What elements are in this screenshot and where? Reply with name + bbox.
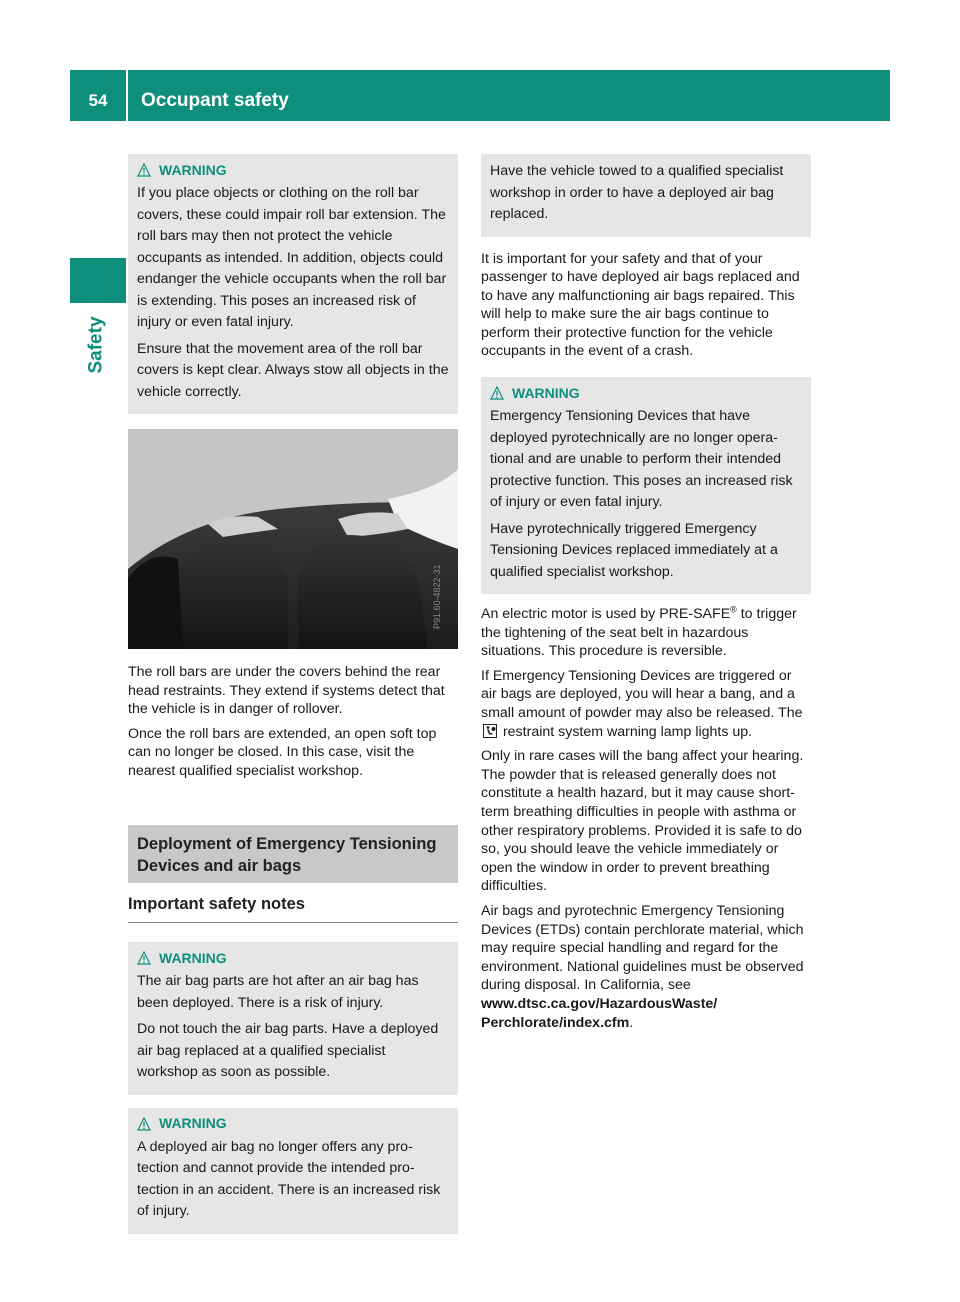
page-number: 54 [88, 91, 108, 110]
section-heading: Deployment of Emergency Tensioning Devices and air bags [128, 825, 458, 883]
warning-text: If you place objects or clothing on the roll bar covers, these could impair roll bar extension. The roll bars may then not protect the vehicle occupants as intended. In addition, objects could endanger the vehicle occupants when the roll bar is extending. This poses an increased risk of injury or even fatal injury. [137, 185, 447, 330]
paragraph: Only in rare cases will the bang affect your hearing. The powder that is released generally does not constitute a health hazard, but it may cause short-term breathing difficulties in people with asthma or other respiratory problems. Provided it is safe to do so, you should leave the vehicle immediately or open the window in order to prevent breathing difficulties. [481, 748, 804, 895]
paragraph: Once the roll bars are extended, an open soft top can no longer be closed. In this case, visit the nearest qualified specialist workshop. [128, 725, 437, 779]
text-run: An electric motor is used by PRE-SAFE [481, 606, 731, 623]
warning-heading [137, 947, 449, 969]
right-column [481, 154, 811, 1038]
warning-triangle-icon [490, 386, 504, 400]
warning-box-hot-parts [128, 942, 458, 1095]
warning-box-deployed [128, 1108, 458, 1234]
text-run: restraint system warning lamp lights up. [499, 723, 753, 740]
etd-info-text [481, 605, 811, 1032]
warning-triangle-icon [137, 163, 151, 177]
paragraph-pre-safe [481, 605, 811, 661]
image-code: P91.60-4822-31 [432, 564, 442, 629]
warning-label: WARNING [512, 384, 580, 401]
subheading: Important safety notes [128, 883, 458, 924]
rear-seats-illustration [128, 429, 458, 649]
paragraph: The roll bars are under the covers behind the rear head restraints. They extend if systems detect that the vehicle is in danger of rollover. [128, 664, 445, 718]
warning-triangle-icon [137, 1117, 151, 1131]
warning-text: Emergency Tensioning Devices that have deployed pyrotechnically are no longer operational and are unable to perform their intended protective function. This poses an increased risk of injury or even fatal injury. [490, 408, 793, 511]
roll-bar-photo [128, 429, 458, 649]
warning-label: WARNING [159, 949, 227, 966]
side-label-wrap [82, 310, 112, 380]
warning-heading [490, 382, 802, 404]
text-run: . [629, 1014, 634, 1031]
warning-triangle-icon [137, 951, 151, 965]
side-tab [70, 258, 126, 303]
text-run: to trigger the tightening of the seat belt in hazardous situations. This procedure is reversible. [481, 606, 797, 660]
paragraph-perchlorate [481, 902, 811, 1032]
perchlorate-link[interactable]: www.dtsc.ca.gov/HazardousWaste/ Perchlorate/index.cfm [481, 995, 718, 1031]
warning-box-rollbar [128, 154, 458, 414]
warning-instruction: Have pyrotechnically triggered Emergency Tensioning Devices replaced immediately at a qualified specialist workshop. [490, 520, 778, 580]
side-label: Safety [86, 316, 107, 374]
text-run: Air bags and pyrotechnic Emergency Tensioning Devices (ETDs) contain perchlorate material, which may require special handling and regard for the environment. National guidelines must be observed during disposal. In California, see [481, 902, 804, 994]
restraint-system-warning-lamp-icon [483, 724, 497, 738]
warning-box-etd [481, 377, 811, 594]
warning-heading [137, 159, 449, 181]
page-title: Occupant safety [141, 90, 289, 111]
warning-text: The air bag parts are hot after an air bag has been deployed. There is a risk of injury. [137, 973, 419, 1011]
left-column [128, 154, 458, 1234]
warning-instruction: Do not touch the air bag parts. Have a deployed air bag replaced at a qualified specialist workshop as soon as possible. [137, 1021, 439, 1081]
towing-box [481, 154, 811, 237]
replacement-text [481, 250, 811, 362]
paragraph: It is important for your safety and that of your passenger to have deployed air bags replaced and to have any malfunctioning air bags repaired. This will help to make sure the air bags continue to perform their protective function for the vehicle occupants in the event of a crash. [481, 250, 800, 360]
warning-label: WARNING [159, 1115, 227, 1132]
header-divider [126, 70, 128, 121]
registered-mark: ® [730, 604, 737, 615]
warning-text: A deployed air bag no longer offers any protection and cannot provide the intended protection in an accident. There is an increased risk of injury. [137, 1138, 441, 1220]
towing-text: Have the vehicle towed to a qualified specialist workshop in order to have a deployed air bag replaced. [490, 163, 784, 222]
warning-label: WARNING [159, 161, 227, 178]
text-run: If Emergency Tensioning Devices are triggered or air bags are deployed, you will hear a bang, and a small amount of powder may also be released. The [481, 667, 803, 722]
paragraph-triggered [481, 667, 811, 741]
warning-instruction: Ensure that the movement area of the roll bar covers is kept clear. Always stow all objects in the vehicle correctly. [137, 340, 449, 400]
warning-heading [137, 1113, 449, 1135]
rollbar-text [128, 663, 458, 781]
